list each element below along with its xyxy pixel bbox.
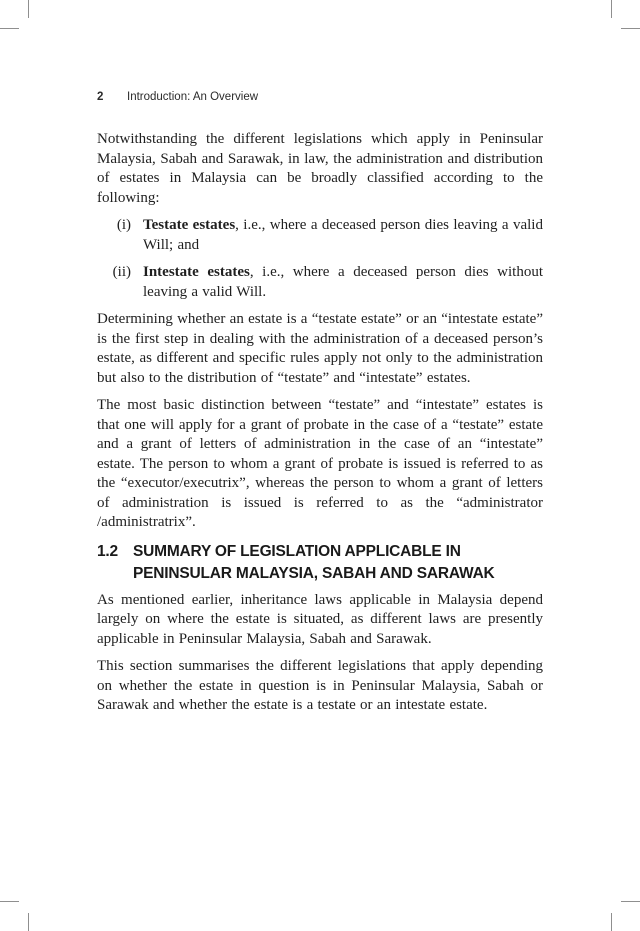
crop-mark-bottom-right-horizontal — [621, 901, 640, 902]
paragraph-as-mentioned: As mentioned earlier, inheritance laws applicable in Malaysia depend largely on where the estate is situated, as different laws are presently applicable in Peninsular Malaysia, Sabah and Sarawak. — [97, 591, 543, 647]
text-column — [97, 90, 543, 724]
page-header — [97, 90, 543, 104]
paragraph-determining: Determining whether an estate is a “testate estate” or an “intestate estate” is the first step in dealing with the administration of a deceased person’s estate, as different and specific rules apply not only to the administration but also to the distribution of “testate” and “intestate” estates. — [97, 311, 543, 386]
list-text-testate: , i.e., where a deceased person dies leaving a valid Will; and — [143, 217, 543, 253]
list-marker-ii: (ii) — [112, 264, 131, 280]
list-lead-intestate: Intestate estates — [143, 264, 250, 280]
crop-mark-top-right-vertical — [611, 0, 612, 18]
crop-mark-bottom-right-vertical — [611, 913, 612, 931]
list-text-intestate: , i.e., where a deceased person dies without leaving a valid Will. — [143, 264, 543, 300]
list-marker-i: (i) — [116, 217, 131, 233]
crop-mark-top-right-horizontal — [621, 28, 640, 29]
list-item-intestate — [97, 263, 543, 302]
crop-mark-bottom-left-vertical — [28, 913, 29, 931]
crop-mark-bottom-left-horizontal — [0, 901, 19, 902]
list-lead-testate: Testate estates — [143, 217, 236, 233]
running-head-title: Introduction: An Overview — [127, 91, 259, 103]
list-item-testate — [97, 216, 543, 255]
paragraph-notwithstanding: Notwithstanding the different legislations which apply in Peninsular Malaysia, Sabah and Sarawak, in law, the administration and distribution of estates in Malaysia can be broadly classified according to the following: — [97, 131, 543, 206]
section-title: SUMMARY OF LEGISLATION APPLICABLE IN PENINSULAR MALAYSIA, SABAH AND SARAWAK — [133, 542, 495, 582]
paragraph-this-section: This section summarises the different legislations that apply depending on whether the estate in question is in Peninsular Malaysia, Sabah or Sarawak and whether the estate is a testate or an intestate estate. — [97, 658, 543, 713]
section-number: 1.2 — [97, 542, 118, 560]
crop-mark-top-left-vertical — [28, 0, 29, 18]
page-number: 2 — [97, 91, 104, 103]
section-heading-1-2 — [97, 541, 543, 585]
crop-mark-top-left-horizontal — [0, 28, 19, 29]
paragraph-distinction: The most basic distinction between “testate” and “intestate” estates is that one will apply for a grant of probate in the case of a “testate” estate and a grant of letters of administration in the case of an “intestate” estate. The person to whom a grant of probate is issued is referred to as the “executor/executrix”, whereas the person to whom a grant of letters of administration is issued is referred to as the “administrator /administratrix”. — [97, 397, 543, 530]
